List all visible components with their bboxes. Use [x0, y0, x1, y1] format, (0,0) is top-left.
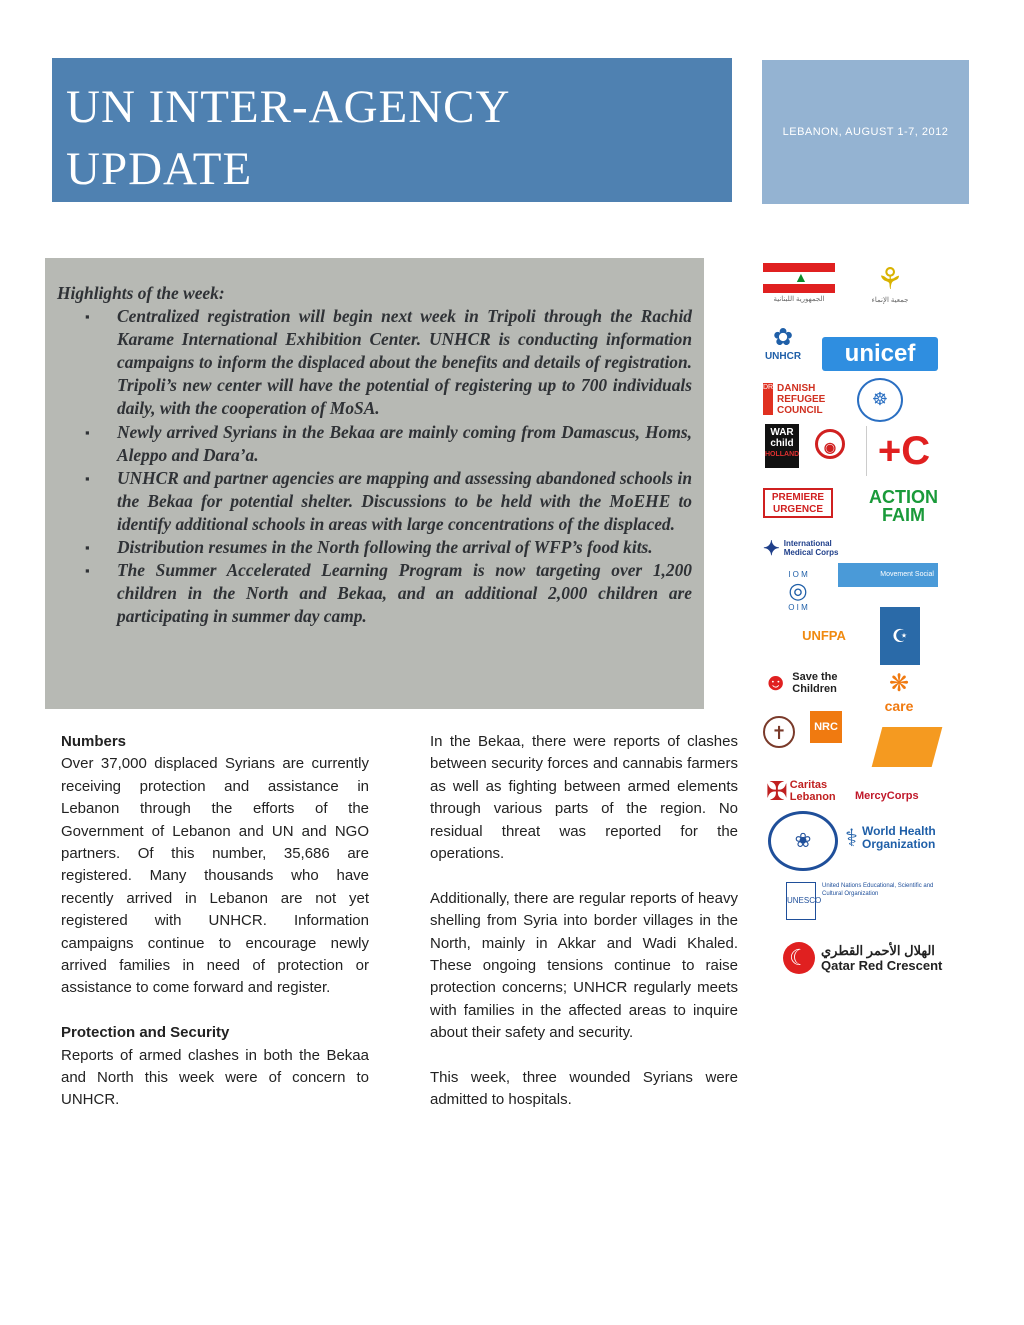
lebanon-government-logo: [763, 263, 835, 323]
premiere-urgence-logo: PREMIERE URGENCE: [763, 488, 833, 518]
care-logo: [878, 670, 920, 718]
highlights-box: [45, 258, 704, 709]
mosque-icon: ☪: [891, 626, 909, 646]
left-column: [61, 731, 369, 1134]
imc-emblem-icon: ✦: [763, 537, 780, 560]
right-column: [430, 731, 738, 1134]
drc-logo-text: DANISH REFUGEE COUNCIL: [777, 382, 826, 416]
care-emblem-icon: ❋: [888, 670, 910, 697]
protection-heading: Protection and Security: [61, 1024, 230, 1042]
wfp-logo: [857, 378, 903, 422]
action-faim-logo: ACTION FAIM: [869, 487, 938, 525]
globe-icon: ◎: [788, 578, 808, 603]
warchild-logo-text: WAR child: [770, 427, 794, 449]
cedar-icon: ▲: [794, 269, 808, 285]
mercy-corps-logo: MercyCorps: [855, 790, 919, 802]
unesco-caption: United Nations Educational, Scientific and Cultural Organization: [822, 883, 934, 897]
wheat-icon: ☸: [871, 389, 889, 409]
who-logo: [845, 822, 955, 854]
figure-logo-caption: جمعية الإنماء: [871, 297, 909, 304]
unesco-temple-icon: UNESCO: [786, 882, 816, 920]
cross-icon: ✝: [771, 723, 787, 743]
unhcr-emblem-icon: ✿: [772, 324, 794, 351]
caritas-cross-icon: ✠: [766, 775, 788, 806]
world-vision-logo: [855, 727, 937, 777]
drc-mark: DRC: [763, 383, 773, 415]
document-date: LEBANON, AUGUST 1-7, 2012: [782, 126, 949, 138]
bekaa-clashes-paragraph: In the Bekaa, there were reports of clashes between security forces and cannabis farmers as well as fighting between armed elements through various parts of the region. No residual threat was reported for the operations.: [430, 733, 738, 863]
warchild-logo: [765, 424, 799, 468]
document-title-line1: UN INTER-AGENCY: [66, 81, 511, 133]
highlights-list: [57, 305, 692, 628]
numbers-paragraph: Over 37,000 displaced Syrians are currently receiving protection and assistance in Lebanon through the efforts of the Government of Lebanon and UN and NGO partners. Of this number, 35,686 are registered. Many thousands who have recently arrived in Lebanon are not yet registered with UNHCR. Information campaigns continue to encourage newly arrived families in need of protection or assistance to come forward and register.: [61, 755, 369, 997]
circle-emblem-icon: ◉: [823, 439, 837, 455]
world-vision-star-shape: [872, 727, 943, 767]
qrc-arabic-text: الهلال الأحمر القطري: [821, 943, 935, 958]
unesco-logo: [786, 882, 946, 928]
circle-org-logo: [768, 811, 838, 871]
title-banner: [52, 58, 732, 202]
drc-logo: [763, 382, 833, 416]
save-the-children-logo: [763, 668, 853, 698]
mosque-logo: [880, 607, 920, 665]
oim-logo-text: O I M: [788, 603, 808, 612]
qrc-english-text: Qatar Red Crescent: [821, 958, 943, 973]
bird-icon: ❀: [794, 830, 812, 852]
child-icon: ☻: [763, 669, 789, 696]
wounded-paragraph: This week, three wounded Syrians were admitted to hospitals.: [430, 1069, 738, 1109]
who-logo-text: World Health Organization: [861, 824, 936, 851]
date-banner: [762, 60, 969, 204]
highlight-item: ▪ UNHCR and partner agencies are mapping and assessing abandoned schools in the Bekaa for potential shelter. Discussions to be held with the MoEHE to identify additional schools in areas with large concentrations of the displaced.: [117, 467, 692, 536]
unicef-logo: unicef: [822, 337, 938, 371]
red-circle-logo: [815, 429, 845, 459]
cross-logo: [763, 716, 795, 748]
care-logo-text: care: [884, 698, 914, 714]
numbers-heading: Numbers: [61, 733, 127, 750]
movement-social-logo: Movement Social: [838, 563, 938, 587]
document-title-line2: UPDATE: [66, 143, 253, 195]
highlight-item: ▪ Newly arrived Syrians in the Bekaa are mainly coming from Damascus, Homs, Aleppo and Dara’a.: [117, 421, 692, 467]
person-icon: ⚘: [876, 263, 904, 296]
shelling-paragraph: Additionally, there are regular reports of heavy shelling from Syria into border villages in the North, mainly in Akkar and Wadi Khaled. These ongoing tensions continue to raise protection concerns; UNHCR regularly meets with families in the affected areas to inquire about their safety and security.: [430, 889, 738, 1042]
warchild-logo-subtext: HOLLAND: [765, 451, 800, 458]
caritas-logo: [766, 776, 854, 806]
qatar-red-crescent-logo: [783, 939, 953, 977]
unhcr-logo: [763, 325, 803, 363]
highlights-content: [57, 282, 692, 628]
figure-logo: [855, 262, 925, 322]
imc-logo: [763, 536, 858, 560]
save-the-children-text: Save the Children: [792, 671, 838, 695]
imc-logo-text: International Medical Corps: [783, 539, 839, 557]
crescent-icon: ☾: [783, 942, 815, 974]
unhcr-logo-text: UNHCR: [764, 351, 802, 362]
who-emblem-icon: ⚕: [845, 824, 858, 852]
iom-logo: [776, 570, 820, 614]
red-cross-logo: +C: [866, 426, 941, 476]
iom-logo-text: I O M: [788, 570, 808, 579]
caritas-logo-text: Caritas Lebanon: [789, 779, 836, 803]
highlight-item: ▪ Distribution resumes in the North following the arrival of WFP’s food kits.: [117, 536, 692, 559]
highlight-item: ▪ The Summer Accelerated Learning Program is now targeting over 1,200 children in the North and Bekaa, and an additional 2,000 children are participating in summer day camp.: [117, 559, 692, 628]
unfpa-logo: UNFPA: [802, 628, 846, 643]
highlights-heading: Highlights of the week:: [57, 283, 225, 303]
protection-paragraph: Reports of armed clashes in both the Bekaa and North this week were of concern to UNHCR.: [61, 1046, 369, 1109]
lebanon-logo-caption: الجمهورية اللبنانية: [773, 296, 825, 303]
nrc-logo: NRC: [810, 711, 842, 743]
highlight-item: ▪ Centralized registration will begin next week in Tripoli through the Rachid Karame International Exhibition Center. UNHCR is conducting information campaigns to inform the displaced about the benefits and details of registration. Tripoli’s new center will have the potential of registering up to 700 individuals daily, with the cooperation of MoSA.: [117, 305, 692, 420]
